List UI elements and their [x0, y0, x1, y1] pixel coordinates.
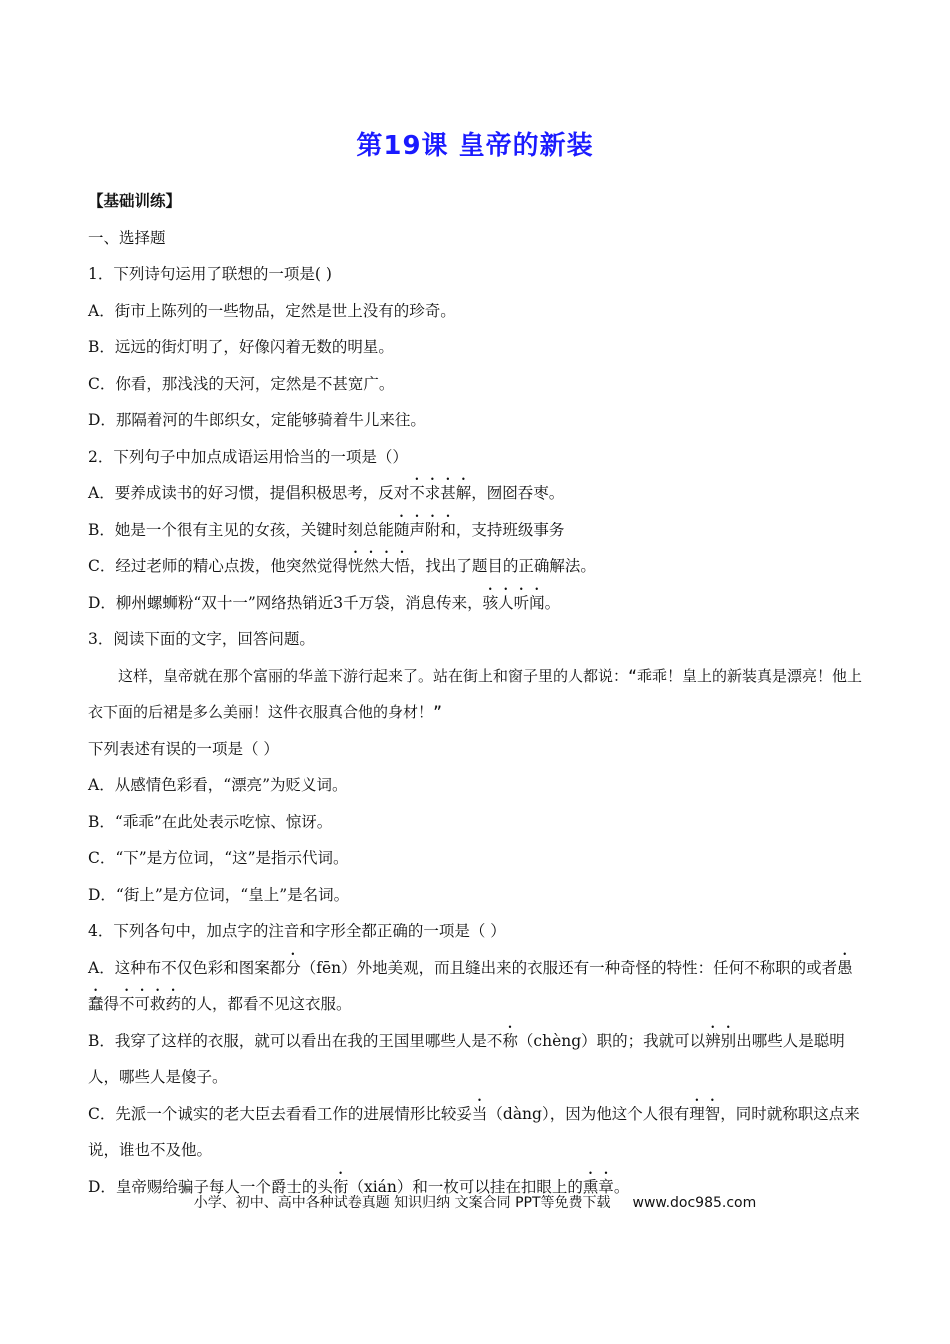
option-text: D．柳州螺蛳粉“双十一”网络热销近3千万袋，消息传来， — [88, 593, 483, 612]
document-body — [88, 183, 863, 1205]
page-title: 第19课 皇帝的新装 — [356, 131, 594, 161]
footer-text: 小学、初中、高中各种试卷真题 知识归纳 文案合同 PPT等免费下载 — [193, 1195, 611, 1211]
question-2-option-a — [88, 475, 863, 512]
dotted-word: 不可救药 — [119, 995, 182, 1013]
dotted-idiom: 骇人听闻 — [482, 593, 545, 612]
option-text: A．要养成读书的好习惯，提倡积极思考，反对 — [88, 484, 410, 502]
dotted-word: 辨别 — [705, 1031, 737, 1050]
option-text: C．经过老师的精心点拨，他突然觉得 — [88, 557, 348, 575]
question-1-stem: 1．下列诗句运用了联想的一项是( ) — [88, 265, 332, 283]
dotted-word: 愚蠢 — [88, 958, 853, 1013]
option-text: 。 — [613, 1177, 630, 1196]
question-3-option-d: D．“街上”是方位词，“皇上”是名词。 — [88, 885, 350, 904]
question-3-stem: 3．阅读下面的文字，回答问题。 — [88, 630, 315, 648]
part-heading: 一、选择题 — [88, 228, 166, 247]
question-4-option-a — [88, 950, 863, 1023]
dotted-char: 当 — [471, 1104, 488, 1123]
question-2-option-d — [88, 585, 863, 622]
option-text: A．这种布不仅色彩和图案都 — [88, 958, 286, 977]
question-4-option-b — [88, 1023, 863, 1096]
footer-url[interactable]: www.doc985.com — [632, 1195, 757, 1211]
section-label: 【基础训练】 — [88, 192, 182, 210]
question-3-option-a: A．从感情色彩看，“漂亮”为贬义词。 — [88, 776, 348, 794]
question-1-option-c: C．你看，那浅浅的天河，定然是不甚宽广。 — [88, 374, 395, 393]
option-text: （chèng）职的；我就可以 — [517, 1031, 706, 1050]
option-text: ，囫囵吞枣。 — [471, 484, 565, 502]
option-text: C．先派一个诚实的老大臣去看看工作的进展情形比较妥 — [88, 1104, 472, 1123]
dotted-word: 熏章 — [582, 1177, 614, 1196]
question-4-option-c — [88, 1096, 863, 1169]
option-text: 出哪些人是聪明人，哪些人是傻子。 — [88, 1031, 845, 1086]
reading-passage: 这样，皇帝就在那个富丽的华盖下游行起来了。站在街上和窗子里的人都说：“乖乖！皇上的新装真是漂亮！他上衣下面的后裙是多么美丽！这件衣服真合他的身材！” — [88, 666, 863, 721]
option-text: ，同时就称职这点来说，谁也不及他。 — [88, 1104, 860, 1159]
dotted-word: 理智 — [689, 1104, 721, 1123]
option-text: 得 — [103, 995, 120, 1013]
option-text: 的人，都看不见这衣服。 — [181, 995, 352, 1013]
dotted-idiom: 不求甚解 — [409, 484, 472, 502]
dotted-char: 称 — [502, 1031, 518, 1050]
question-1-option-d: D．那隔着河的牛郎织女，定能够骑着牛儿来往。 — [88, 411, 426, 429]
question-3-option-b: B．“乖乖”在此处表示吃惊、惊讶。 — [88, 812, 333, 831]
option-text: B．她是一个很有主见的女孩，关键时刻总能 — [88, 520, 394, 539]
question-1-option-a: A．街市上陈列的一些物品，定然是世上没有的珍奇。 — [88, 301, 456, 320]
option-text: （fēn）外地美观，而且缝出来的衣服还有一种奇怪的特性：任何不称职的或者 — [300, 958, 838, 977]
question-1-option-b: B．远远的街灯明了，好像闪着无数的明星。 — [88, 338, 394, 356]
dotted-idiom: 恍然大悟 — [347, 557, 410, 575]
option-text: （xián）和一枚可以挂在扣眼上的 — [348, 1177, 583, 1196]
option-text: 。 — [544, 593, 561, 612]
dotted-char: 衔 — [332, 1177, 349, 1196]
option-text: B．我穿了这样的衣服，就可以看出在我的王国里哪些人是不 — [88, 1031, 503, 1050]
option-text: ，支持班级事务 — [455, 520, 565, 539]
question-3-prompt: 下列表述有误的一项是（ ） — [88, 739, 279, 758]
question-2-stem: 2．下列句子中加点成语运用恰当的一项是（） — [88, 447, 408, 466]
question-4-stem: 4．下列各句中，加点字的注音和字形全都正确的一项是（ ） — [88, 922, 506, 940]
option-text: （dàng），因为他这个人很有 — [487, 1104, 690, 1123]
question-3-option-c: C．“下”是方位词，“这”是指示代词。 — [88, 849, 349, 867]
question-2-option-c — [88, 548, 863, 585]
dotted-idiom: 随声附和 — [393, 520, 456, 539]
page-footer — [0, 1192, 950, 1212]
option-text: ，找出了题目的正确解法。 — [409, 557, 596, 575]
question-2-option-b — [88, 512, 863, 549]
option-text: D．皇帝赐给骗子每人一个爵士的头 — [88, 1177, 333, 1196]
dotted-char: 分 — [285, 958, 301, 977]
